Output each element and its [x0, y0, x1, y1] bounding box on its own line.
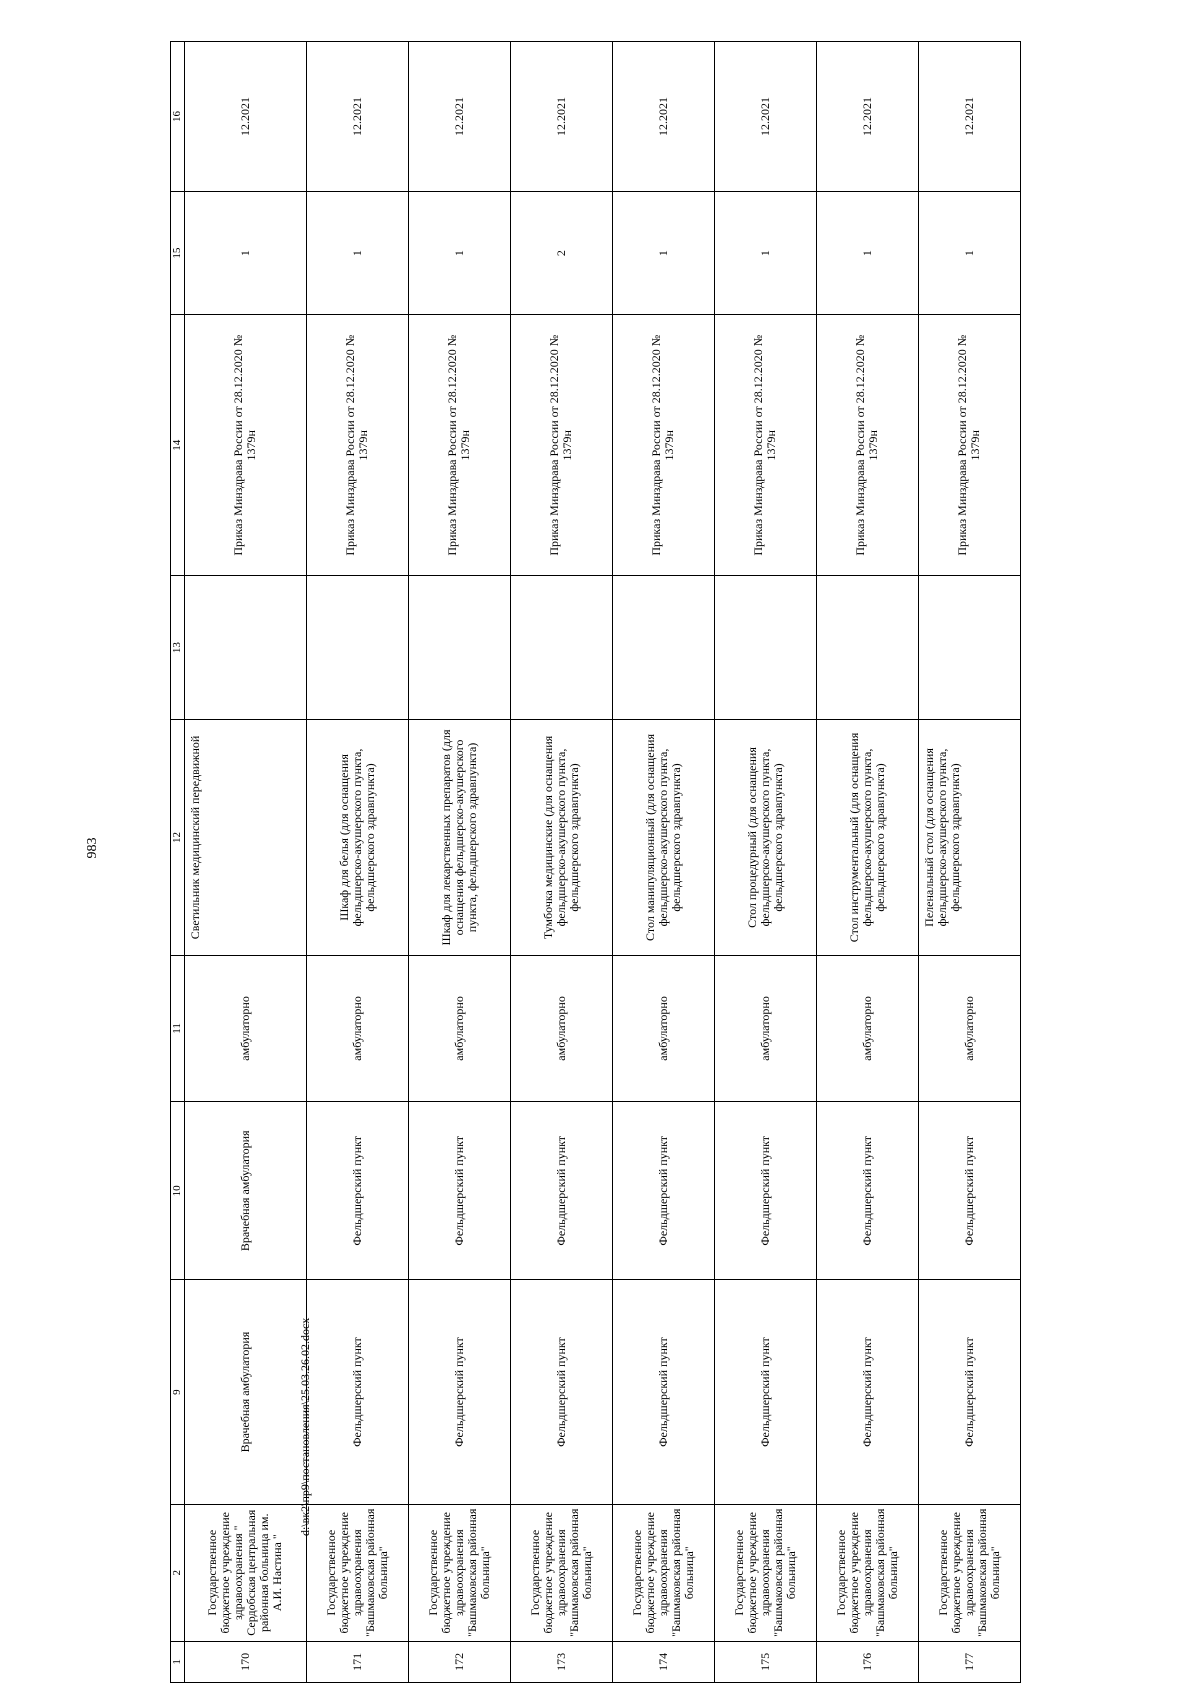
order-cell: Приказ Минздрава России от 28.12.2020 № 1379н: [408, 315, 510, 576]
rotated-table-wrapper: [170, 41, 1021, 1683]
organization-cell: Государственное бюджетное учреждение здравоохранения "Башмаковская районная больница": [612, 1504, 714, 1641]
equipment-cell: Светильник медицинский передвижной: [185, 720, 307, 956]
table-row: [510, 42, 612, 1683]
empty-cell: [714, 576, 816, 720]
column-header: 13: [171, 576, 185, 720]
unit-cell: Фельдшерский пункт: [408, 1280, 510, 1504]
equipment-cell: Стол манипуляционный (для оснащения фельдшерско-акушерского пункта, фельдшерского здравпункта): [612, 720, 714, 956]
footer-file-path: d:\вк2\пр9\постановления\25.03.26.02.docx: [298, 1317, 312, 1536]
organization-cell: Государственное бюджетное учреждение здравоохранения "Башмаковская районная больница": [714, 1504, 816, 1641]
unit-cell: Фельдшерский пункт: [816, 1280, 918, 1504]
unit-cell: Фельдшерский пункт: [510, 1280, 612, 1504]
column-header: 11: [171, 955, 185, 1101]
order-cell: Приказ Минздрава России от 28.12.2020 № 1379н: [816, 315, 918, 576]
empty-cell: [612, 576, 714, 720]
column-header: 15: [171, 191, 185, 315]
date-cell: 12.2021: [918, 42, 1020, 192]
unit-cell: Фельдшерский пункт: [714, 1280, 816, 1504]
care-form-cell: амбулаторно: [714, 955, 816, 1101]
empty-cell: [185, 576, 307, 720]
table-row: [185, 42, 307, 1683]
organization-cell: Государственное бюджетное учреждение здравоохранения "Башмаковская районная больница": [918, 1504, 1020, 1641]
order-cell: Приказ Минздрава России от 28.12.2020 № 1379н: [510, 315, 612, 576]
quantity-cell: 1: [185, 191, 307, 315]
care-form-cell: амбулаторно: [408, 955, 510, 1101]
date-cell: 12.2021: [510, 42, 612, 192]
quantity-cell: 1: [612, 191, 714, 315]
order-cell: Приказ Минздрава России от 28.12.2020 № 1379н: [714, 315, 816, 576]
unit-cell: Фельдшерский пункт: [714, 1102, 816, 1280]
care-form-cell: амбулаторно: [510, 955, 612, 1101]
row-number: 172: [408, 1641, 510, 1682]
order-cell: Приказ Минздрава России от 28.12.2020 № 1379н: [612, 315, 714, 576]
order-cell: Приказ Минздрава России от 28.12.2020 № 1379н: [185, 315, 307, 576]
equipment-cell: Пеленальный стол (для оснащения фельдшерско-акушерского пункта, фельдшерского здравпункта): [918, 720, 1020, 956]
unit-cell: Врачебная амбулатория: [185, 1102, 307, 1280]
equipment-table: [170, 41, 1021, 1683]
column-header: 12: [171, 720, 185, 956]
date-cell: 12.2021: [612, 42, 714, 192]
column-header: 1: [171, 1641, 185, 1682]
date-cell: 12.2021: [306, 42, 408, 192]
date-cell: 12.2021: [185, 42, 307, 192]
care-form-cell: амбулаторно: [816, 955, 918, 1101]
organization-cell: Государственное бюджетное учреждение здравоохранения "Башмаковская районная больница": [816, 1504, 918, 1641]
date-cell: 12.2021: [408, 42, 510, 192]
equipment-cell: Стол процедурный (для оснащения фельдшерско-акушерского пункта, фельдшерского здравпункта): [714, 720, 816, 956]
organization-cell: Государственное бюджетное учреждение здравоохранения "Башмаковская районная больница": [408, 1504, 510, 1641]
care-form-cell: амбулаторно: [185, 955, 307, 1101]
row-number: 177: [918, 1641, 1020, 1682]
unit-cell: Фельдшерский пункт: [510, 1102, 612, 1280]
row-number: 174: [612, 1641, 714, 1682]
row-number: 171: [306, 1641, 408, 1682]
table-row: [816, 42, 918, 1683]
empty-cell: [408, 576, 510, 720]
quantity-cell: 1: [306, 191, 408, 315]
date-cell: 12.2021: [714, 42, 816, 192]
unit-cell: Фельдшерский пункт: [612, 1102, 714, 1280]
equipment-cell: Шкаф для лекарственных препаратов (для оснащения фельдшерско-акушерского пункта, фельдшерского здравпункта): [408, 720, 510, 956]
column-header: 10: [171, 1102, 185, 1280]
page-number: 983: [85, 837, 100, 859]
column-header: 14: [171, 315, 185, 576]
table-row: [918, 42, 1020, 1683]
quantity-cell: 1: [918, 191, 1020, 315]
care-form-cell: амбулаторно: [612, 955, 714, 1101]
unit-cell: Фельдшерский пункт: [816, 1102, 918, 1280]
unit-cell: Фельдшерский пункт: [408, 1102, 510, 1280]
quantity-cell: 1: [816, 191, 918, 315]
table-row: [612, 42, 714, 1683]
header-row: [171, 42, 185, 1683]
care-form-cell: амбулаторно: [918, 955, 1020, 1101]
column-header: 9: [171, 1280, 185, 1504]
empty-cell: [918, 576, 1020, 720]
table-row: [306, 42, 408, 1683]
unit-cell: Фельдшерский пункт: [612, 1280, 714, 1504]
row-number: 175: [714, 1641, 816, 1682]
empty-cell: [306, 576, 408, 720]
row-number: 170: [185, 1641, 307, 1682]
unit-cell: Фельдшерский пункт: [918, 1280, 1020, 1504]
row-number: 176: [816, 1641, 918, 1682]
organization-cell: Государственное бюджетное учреждение здравоохранения "Башмаковская районная больница": [306, 1504, 408, 1641]
quantity-cell: 1: [714, 191, 816, 315]
quantity-cell: 1: [408, 191, 510, 315]
column-header: 16: [171, 42, 185, 192]
order-cell: Приказ Минздрава России от 28.12.2020 № 1379н: [918, 315, 1020, 576]
equipment-cell: Тумбочка медицинские (для оснащения фельдшерско-акушерского пункта, фельдшерского здравпункта): [510, 720, 612, 956]
organization-cell: Государственное бюджетное учреждение здравоохранения " Сердобская центральная районная больница им. А.И. Настина ": [185, 1504, 307, 1641]
unit-cell: Врачебная амбулатория: [185, 1280, 307, 1504]
equipment-cell: Шкаф для белья (для оснащения фельдшерско-акушерского пункта, фельдшерского здравпункта): [306, 720, 408, 956]
unit-cell: Фельдшерский пункт: [306, 1102, 408, 1280]
empty-cell: [510, 576, 612, 720]
unit-cell: Фельдшерский пункт: [918, 1102, 1020, 1280]
row-number: 173: [510, 1641, 612, 1682]
table-row: [408, 42, 510, 1683]
care-form-cell: амбулаторно: [306, 955, 408, 1101]
quantity-cell: 2: [510, 191, 612, 315]
organization-cell: Государственное бюджетное учреждение здравоохранения "Башмаковская районная больница": [510, 1504, 612, 1641]
empty-cell: [816, 576, 918, 720]
equipment-cell: Стол инструментальный (для оснащения фельдшерско-акушерского пункта, фельдшерского здравпункта): [816, 720, 918, 956]
date-cell: 12.2021: [816, 42, 918, 192]
order-cell: Приказ Минздрава России от 28.12.2020 № 1379н: [306, 315, 408, 576]
column-header: 2: [171, 1504, 185, 1641]
unit-cell: Фельдшерский пункт: [306, 1280, 408, 1504]
table-row: [714, 42, 816, 1683]
